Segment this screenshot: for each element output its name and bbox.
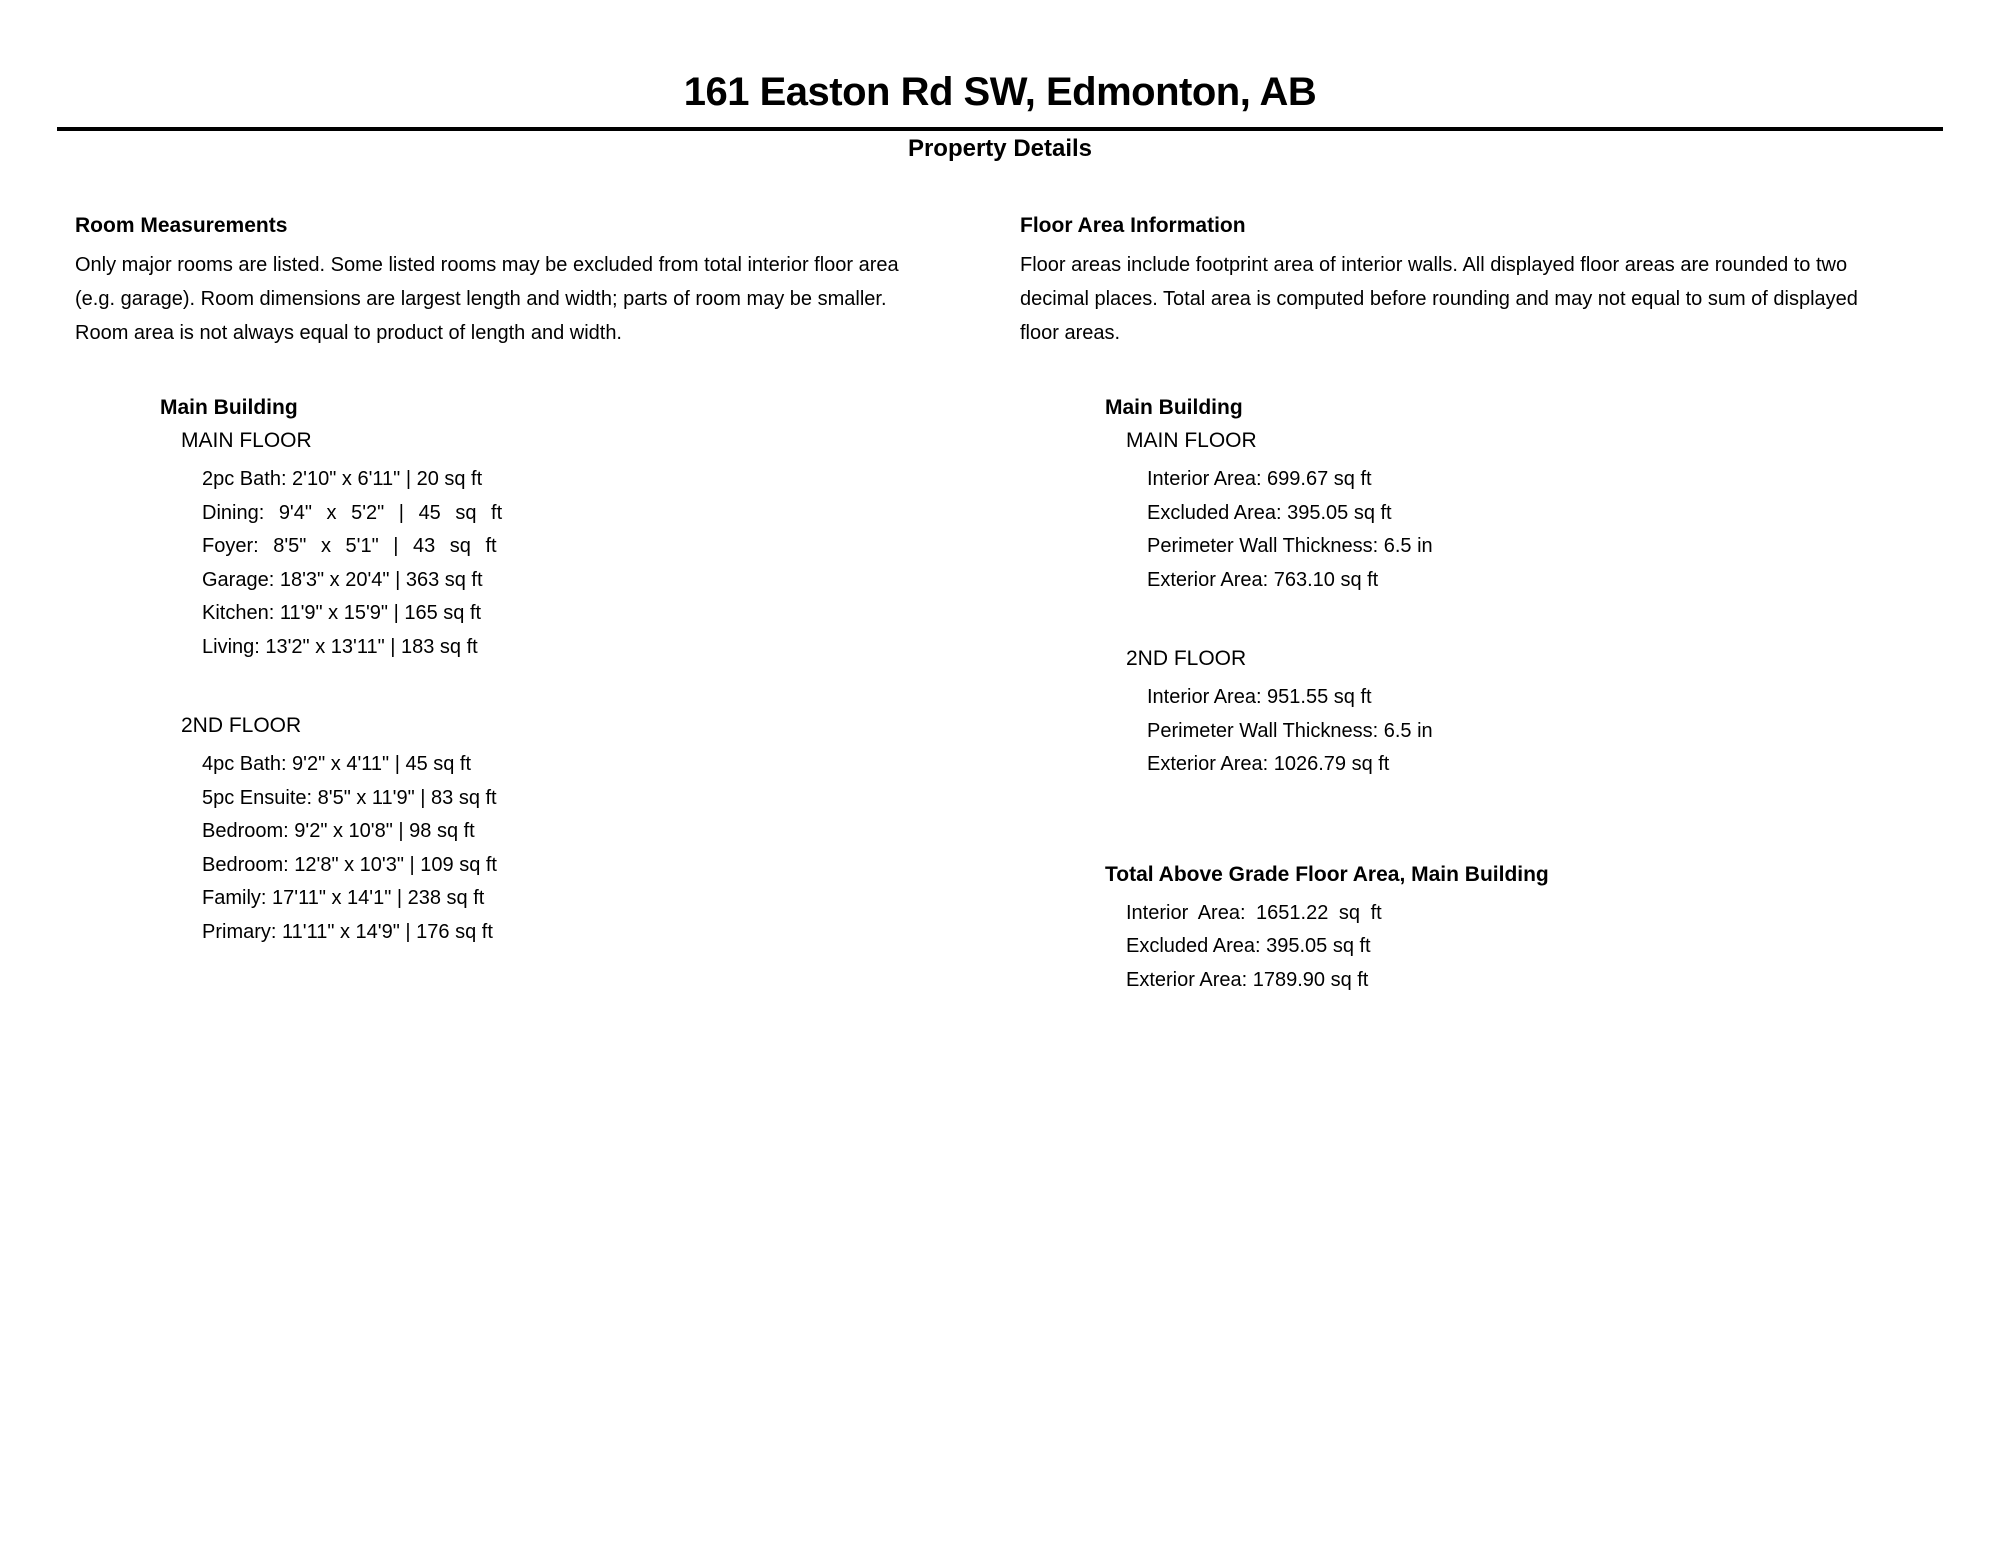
floor-2nd-floor [1126, 647, 1950, 782]
page-subtitle: Property Details [907, 135, 1093, 162]
floor-name: 2ND FLOOR [181, 714, 302, 738]
room-line: Foyer: 8'5" x 5'1" | 43 sq ft [202, 535, 497, 558]
floor-name: 2ND FLOOR [1126, 647, 1247, 671]
room-line: Family: 17'11" x 14'1" | 238 sq ft [202, 887, 485, 910]
header-divider [57, 127, 1943, 131]
floor-area-building [1020, 396, 1950, 782]
description-line: floor areas. [1020, 322, 1121, 345]
room-line: 4pc Bath: 9'2" x 4'11" | 45 sq ft [202, 753, 472, 776]
building-name: Main Building [1105, 396, 1243, 420]
building-name: Main Building [160, 396, 298, 420]
floor-name: MAIN FLOOR [181, 429, 312, 453]
description-line: (e.g. garage). Room dimensions are largest length and width; parts of room may be smaller. [75, 288, 887, 311]
area-line: Perimeter Wall Thickness: 6.5 in [1147, 719, 1433, 742]
description-line: Only major rooms are listed. Some listed rooms may be excluded from total interior floor area [75, 254, 899, 277]
room-line: Living: 13'2" x 13'11" | 183 sq ft [202, 635, 478, 658]
floor-area-information-description [1020, 248, 1950, 350]
area-line: Excluded Area: 395.05 sq ft [1147, 501, 1392, 524]
description-line: Floor areas include footprint area of interior walls. All displayed floor areas are rounded to two [1020, 254, 1848, 277]
total-area-list [1126, 897, 1950, 998]
area-line: Perimeter Wall Thickness: 6.5 in [1147, 535, 1433, 558]
room-measurements-description [75, 248, 1010, 350]
description-line: Room area is not always equal to product of length and width. [75, 322, 622, 345]
room-line: Kitchen: 11'9" x 15'9" | 165 sq ft [202, 602, 482, 625]
total-above-grade-section [1020, 863, 1950, 998]
floor-area-information-section [1020, 214, 1950, 997]
room-line: Garage: 18'3" x 20'4" | 363 sq ft [202, 568, 483, 591]
area-line: Exterior Area: 1026.79 sq ft [1147, 753, 1390, 776]
floor-main-floor [1126, 429, 1950, 597]
floor-name: MAIN FLOOR [1126, 429, 1257, 453]
room-list [202, 463, 1010, 664]
area-line: Interior Area: 699.67 sq ft [1147, 468, 1372, 491]
room-line: 2pc Bath: 2'10" x 6'11" | 20 sq ft [202, 468, 483, 491]
room-line: Dining: 9'4" x 5'2" | 45 sq ft [202, 501, 503, 524]
room-line: Bedroom: 12'8" x 10'3" | 109 sq ft [202, 853, 497, 876]
area-line: Excluded Area: 395.05 sq ft [1126, 935, 1371, 958]
total-above-grade-heading: Total Above Grade Floor Area, Main Building [1105, 862, 1549, 886]
room-measurements-heading: Room Measurements [75, 214, 288, 237]
area-line: Exterior Area: 1789.90 sq ft [1126, 968, 1369, 991]
floor-area-information-heading: Floor Area Information [1020, 214, 1246, 237]
room-list [202, 748, 1010, 949]
area-line: Interior Area: 951.55 sq ft [1147, 686, 1372, 709]
area-line: Interior Area: 1651.22 sq ft [1126, 901, 1382, 924]
area-list [1147, 681, 1950, 782]
room-line: Primary: 11'11" x 14'9" | 176 sq ft [202, 920, 493, 943]
floor-2nd-floor [181, 714, 1010, 949]
area-list [1147, 463, 1950, 597]
room-line: 5pc Ensuite: 8'5" x 11'9" | 83 sq ft [202, 786, 497, 809]
floor-main-floor [181, 429, 1010, 664]
room-measurements-building [75, 396, 1010, 949]
page-title: 161 Easton Rd SW, Edmonton, AB [683, 70, 1317, 114]
room-line: Bedroom: 9'2" x 10'8" | 98 sq ft [202, 820, 475, 843]
description-line: decimal places. Total area is computed before rounding and may not equal to sum of displayed [1020, 288, 1858, 311]
room-measurements-section [75, 214, 1010, 949]
area-line: Exterior Area: 763.10 sq ft [1147, 568, 1379, 591]
